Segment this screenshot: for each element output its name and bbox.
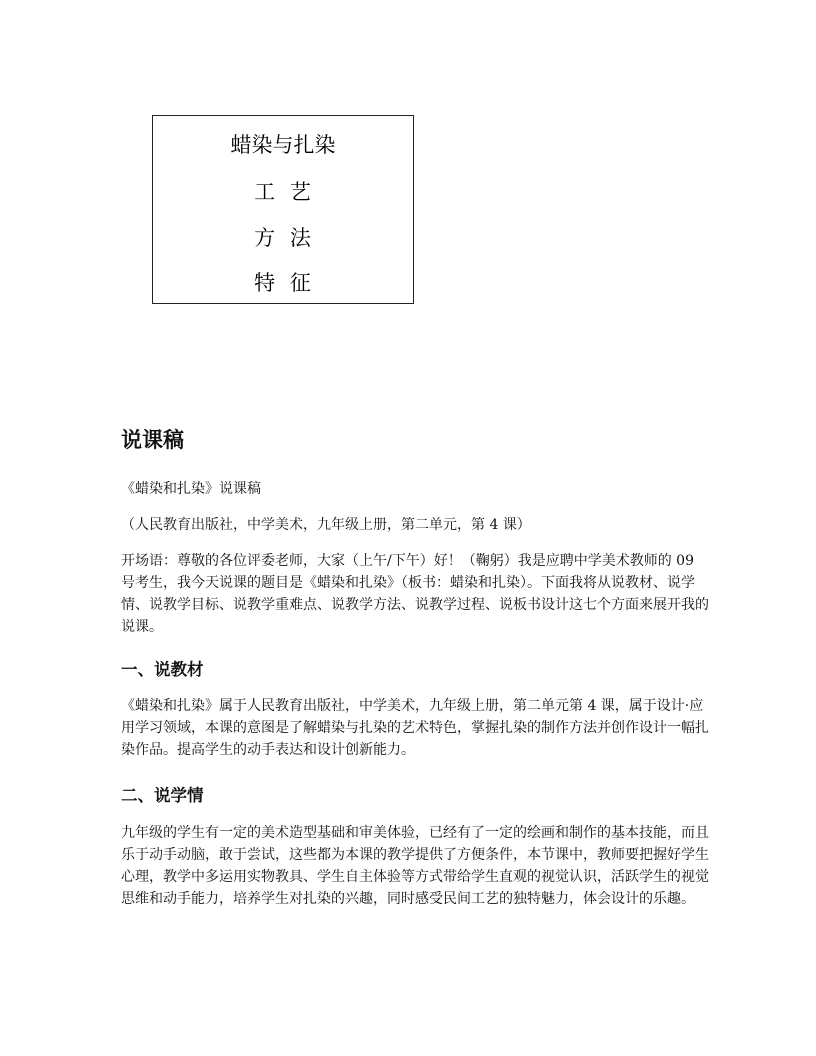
document-source: （人民教育出版社，中学美术，九年级上册，第二单元，第 4 课） <box>121 517 531 533</box>
board-title: 蜡染与扎染 <box>230 133 336 157</box>
document-title: 说课稿 <box>121 428 184 452</box>
board-line-craft: 工 艺 <box>254 180 312 204</box>
board-line-method: 方 法 <box>254 226 312 250</box>
board-line-feature: 特 征 <box>254 271 312 295</box>
document-subtitle: 《蜡染和扎染》说课稿 <box>121 481 261 497</box>
section-body-textbook: 《蜡染和扎染》属于人民教育出版社，中学美术，九年级上册，第二单元第 4 课，属于设计·应用学习领域，本课的意图是了解蜡染与扎染的艺术特色，掌握扎染的制作方法并创作设计一幅扎染作品。提高学生的动手表达和设计创新能力。 <box>121 698 709 758</box>
intro-paragraph: 开场语：尊敬的各位评委老师，大家（上午/下午）好！（鞠躬）我是应聘中学美术教师的 09 号考生，我今天说课的题目是《蜡染和扎染》（板书：蜡染和扎染）。下面我将从说教材、说学情、说教学目标、说教学重难点、说教学方法、说教学过程、说板书设计这七个方面来展开我的说课。 <box>121 553 709 635</box>
blackboard-design-box <box>152 115 414 304</box>
section-body-students: 九年级的学生有一定的美术造型基础和审美体验，已经有了一定的绘画和制作的基本技能，而且乐于动手动脑，敢于尝试，这些都为本课的教学提供了方便条件，本节课中，教师要把握好学生心理，教学中多运用实物教具、学生自主体验等方式带给学生直观的视觉认识，活跃学生的视觉思维和动手能力，培养学生对扎染的兴趣，同时感受民间工艺的独特魅力，体会设计的乐趣。 <box>121 825 709 907</box>
section-heading-textbook: 一、说教材 <box>121 660 204 679</box>
section-heading-students: 二、说学情 <box>121 786 204 805</box>
